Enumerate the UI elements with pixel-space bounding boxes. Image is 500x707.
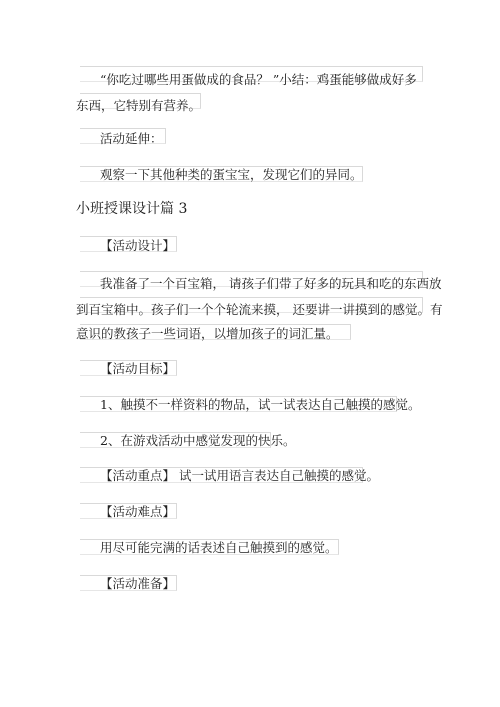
intro-line-2: 东西，它特别有营养。 — [76, 98, 202, 113]
goals-item-2: 2、在游戏活动中感觉发现的快乐。 — [100, 433, 296, 448]
prep-title: 【活动准备】 — [100, 576, 176, 591]
design-line-1: 我准备了一个百宝箱， 请孩子们带了好多的玩具和吃的东西放 — [100, 276, 442, 291]
extension-title: 活动延伸： — [100, 131, 163, 146]
section-title: 小班授课设计篇 3 — [76, 201, 188, 217]
extension-body: 观察一下其他种类的蛋宝宝，发现它们的异同。 — [100, 167, 363, 182]
goals-item-1: 1、触摸不一样资料的物品，试一试表达自己触摸的感觉。 — [100, 397, 421, 412]
difficulty-title: 【活动难点】 — [100, 504, 176, 519]
keypoint-line: 【活动重点】 试一试用语言表达自己触摸的感觉。 — [100, 468, 379, 483]
goals-title: 【活动目标】 — [100, 361, 176, 376]
design-title: 【活动设计】 — [100, 238, 176, 253]
difficulty-body: 用尽可能完满的话表述自己触摸到的感觉。 — [100, 540, 338, 555]
design-line-2: 到百宝箱中。孩子们一个个轮流来摸， 还要讲一讲摸到的感觉。有 — [76, 302, 443, 317]
intro-line-1: “你吃过哪些用蛋做成的食品？ ”小结：鸡蛋能够做成好多 — [100, 72, 417, 87]
design-line-3: 意识的教孩子一些词语，以增加孩子的词汇量。 — [76, 326, 339, 341]
